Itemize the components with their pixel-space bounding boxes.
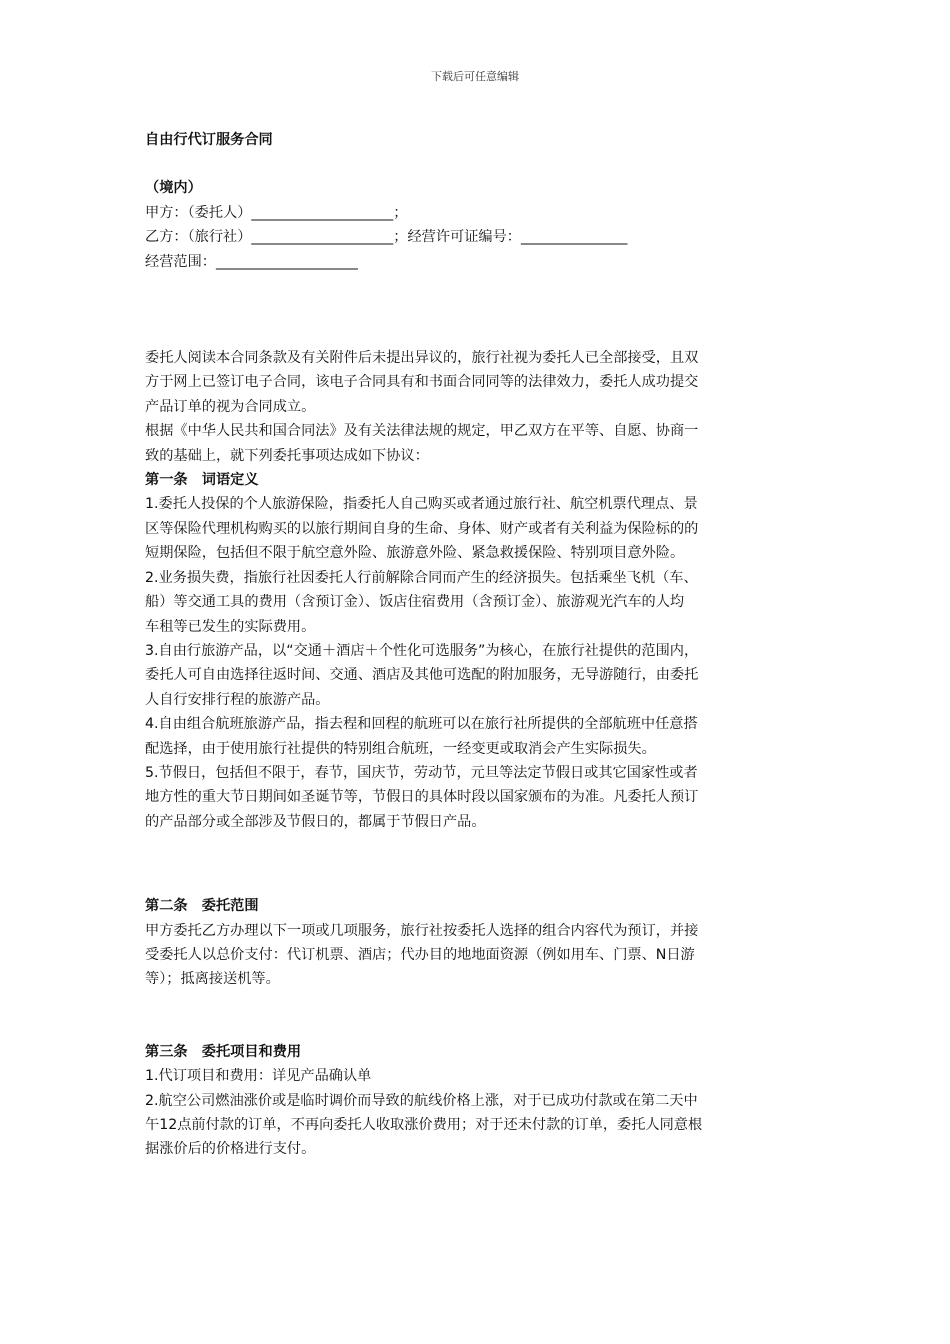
article-1-line: 区等保险代理机构购买的以旅行期间自身的生命、身体、财产或者有关利益为保险标的的 bbox=[145, 520, 699, 537]
article-1-line: 5.节假日，包括但不限于，春节，国庆节，劳动节，元旦等法定节假日或其它国家性或者 bbox=[145, 764, 698, 781]
spacer bbox=[145, 274, 817, 346]
article-1-line: 3.自由行旅游产品，以“交通＋酒店＋个性化可选服务”为核心，在旅行社提供的范围内， bbox=[145, 642, 699, 659]
intro-line: 根据《中华人民共和国合同法》及有关法律法规的规定，甲乙双方在平等、自愿、协商一 bbox=[145, 423, 699, 440]
document-title: 自由行代订服务合同 bbox=[145, 132, 273, 148]
intro-line: 委托人阅读本合同条款及有关附件后未提出异议的，旅行社视为委托人已全部接受，且双 bbox=[145, 350, 699, 367]
business-scope-line: 经营范围：____________________ bbox=[145, 253, 358, 270]
article-3-line: 据涨价后的价格进行支付。 bbox=[145, 1141, 316, 1158]
article-1-line: 车租等已发生的实际费用。 bbox=[145, 618, 316, 635]
article-1-line: 短期保险，包括但不限于航空意外险、旅游意外险、紧急救援保险、特别项目意外险。 bbox=[145, 545, 685, 562]
intro-section bbox=[145, 346, 817, 468]
article-2-line: 受委托人以总价支付：代订机票、酒店；代办目的地地面资源（例如用车、门票、N日游 bbox=[145, 946, 695, 963]
article-2 bbox=[145, 894, 817, 992]
spacer bbox=[145, 834, 817, 894]
article-3-heading: 第三条 委托项目和费用 bbox=[145, 1043, 302, 1060]
article-3-line: 午12点前付款的订单，不再向委托人收取涨价费用；对于还未付款的订单，委托人同意根 bbox=[145, 1117, 703, 1133]
article-2-heading: 第二条 委托范围 bbox=[145, 898, 259, 915]
article-1-line: 船）等交通工具的费用（含预订金）、饭店住宿费用（含预订金）、旅游观光汽车的人均 bbox=[145, 594, 685, 611]
intro-line: 方于网上已签订电子合同，该电子合同具有和书面合同同等的法律效力，委托人成功提交 bbox=[145, 374, 699, 391]
contract-body bbox=[145, 128, 817, 1162]
party-b-line: 乙方：（旅行社）____________________；经营许可证编号：_______________ bbox=[145, 229, 628, 246]
article-1-line: 委托人可自由选择往返时间、交通、酒店及其他可选配的附加服务，无导游随行，由委托 bbox=[145, 667, 699, 684]
spacer bbox=[145, 992, 817, 1040]
article-1-line: 4.自由组合航班旅游产品，指去程和回程的航班可以在旅行社所提供的全部航班中任意搭 bbox=[145, 716, 698, 733]
article-1-heading: 第一条 词语定义 bbox=[145, 472, 259, 489]
article-3-line: 1.代订项目和费用：详见产品确认单 bbox=[145, 1068, 372, 1085]
party-a-line: 甲方：（委托人）____________________； bbox=[145, 204, 408, 221]
article-1-line: 人自行安排行程的旅游产品。 bbox=[145, 691, 330, 708]
intro-line: 致的基础上，就下列委托事项达成如下协议： bbox=[145, 447, 429, 464]
intro-line: 产品订单的视为合同成立。 bbox=[145, 398, 316, 415]
document-subtitle: （境内） bbox=[145, 180, 202, 197]
article-1-line: 2.业务损失费，指旅行社因委托人行前解除合同而产生的经济损失。包括乘坐飞机（车、 bbox=[145, 569, 698, 586]
article-1-line: 的产品部分或全部涉及节假日的，都属于节假日产品。 bbox=[145, 813, 486, 830]
article-2-line: 等）；抵离接送机等。 bbox=[145, 971, 280, 988]
article-1-line: 地方性的重大节日期间如圣诞节等，节假日的具体时段以国家颁布的为准。凡委托人预订 bbox=[145, 789, 699, 806]
page-header-note: 下载后可任意编辑 bbox=[431, 70, 519, 83]
article-2-line: 甲方委托乙方办理以下一项或几项服务，旅行社按委托人选择的组合内容代为预订，并接 bbox=[145, 922, 699, 939]
article-1-line: 配选择，由于使用旅行社提供的特别组合航班，一经变更或取消会产生实际损失。 bbox=[145, 740, 656, 757]
article-1 bbox=[145, 468, 817, 834]
article-1-line: 1.委托人投保的个人旅游保险，指委托人自己购买或者通过旅行社、航空机票代理点、景 bbox=[145, 496, 698, 513]
article-3-line: 2.航空公司燃油涨价或是临时调价而导致的航线价格上涨，对于已成功付款或在第二天中 bbox=[145, 1092, 698, 1109]
article-3 bbox=[145, 1040, 817, 1162]
